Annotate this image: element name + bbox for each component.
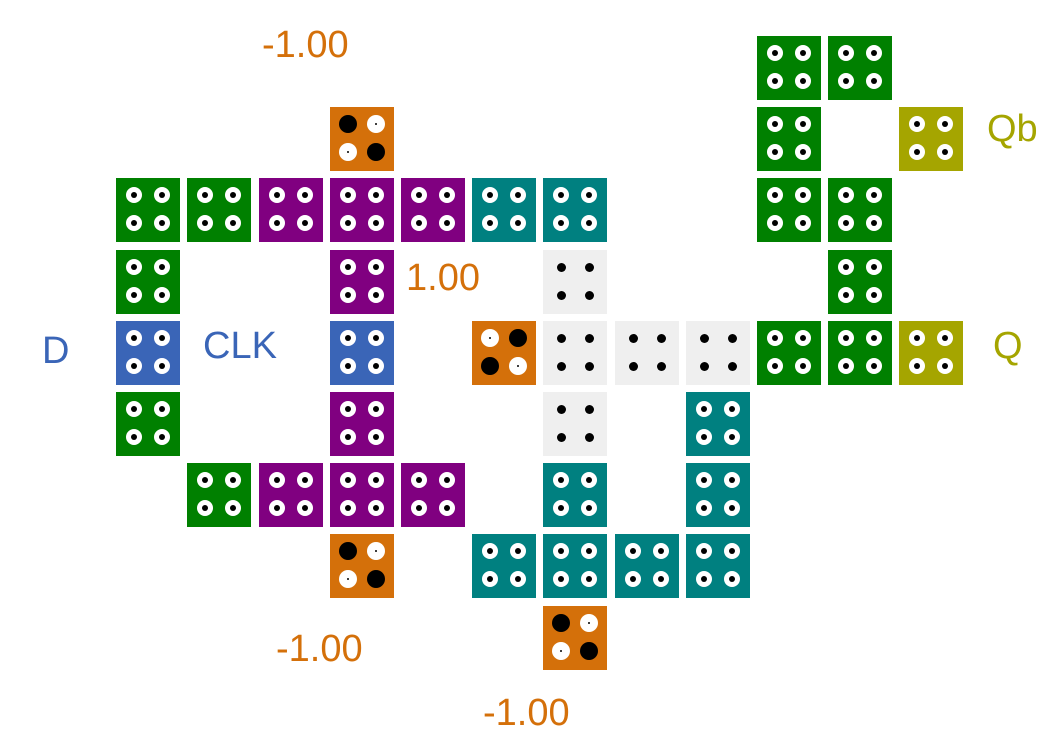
pin-dot <box>126 330 142 346</box>
pin-dot <box>197 215 213 231</box>
pin-dot <box>937 358 953 374</box>
tile-wire-teal <box>472 534 536 598</box>
pin-dot <box>767 215 783 231</box>
tile-wire-purple <box>259 463 323 527</box>
pin-dot <box>866 259 882 275</box>
pin-dot <box>696 472 712 488</box>
pin-dot <box>510 543 526 559</box>
pin-dot <box>197 187 213 203</box>
pin-dot <box>700 362 709 371</box>
pin-dot <box>795 73 811 89</box>
pin-dot <box>795 358 811 374</box>
tile-weight_neg-orange <box>330 534 394 598</box>
pin-dot <box>653 543 669 559</box>
pin-dot <box>368 401 384 417</box>
pin-dot <box>411 500 427 516</box>
tile-wire-olive <box>899 321 963 385</box>
weight-label-mid: 1.00 <box>406 257 480 299</box>
pin-dot <box>581 543 597 559</box>
pin-dot <box>909 144 925 160</box>
pin-dot <box>225 500 241 516</box>
pin-dot <box>557 405 566 414</box>
pin-dot <box>557 433 566 442</box>
pin-dot <box>767 116 783 132</box>
pin-dot <box>909 358 925 374</box>
pin-dot <box>653 571 669 587</box>
weight-label-bottom: -1.00 <box>483 692 570 734</box>
pin-dot <box>909 116 925 132</box>
pin-dot <box>297 215 313 231</box>
pin-dot <box>553 187 569 203</box>
pin-dot <box>581 571 597 587</box>
pin-dot <box>269 215 285 231</box>
pin-dot <box>553 571 569 587</box>
tile-wire-purple <box>401 463 465 527</box>
tile-weight_neg-orange <box>330 107 394 171</box>
tile-wire-purple <box>259 178 323 242</box>
pin-dot <box>126 187 142 203</box>
pin-dot <box>154 401 170 417</box>
pin-dot <box>482 571 498 587</box>
pin-dot <box>696 571 712 587</box>
tile-wire-purple <box>330 250 394 314</box>
pin-dot <box>767 73 783 89</box>
pin-dot <box>154 429 170 445</box>
tile-wire-purple <box>330 178 394 242</box>
tile-wire-purple <box>330 463 394 527</box>
pin-dot <box>368 429 384 445</box>
tile-wire-green <box>757 36 821 100</box>
pin-dot <box>368 472 384 488</box>
tile-wire-green <box>757 178 821 242</box>
tile-wire-green <box>828 178 892 242</box>
weight-label-top: -1.00 <box>262 24 349 66</box>
pin-dot <box>585 263 594 272</box>
pin-dot <box>126 259 142 275</box>
pin-dot <box>481 357 499 375</box>
tile-wire-teal <box>472 178 536 242</box>
tile-wire-green <box>187 178 251 242</box>
tile-wire-green <box>828 36 892 100</box>
pin-dot <box>585 405 594 414</box>
pin-dot <box>552 614 570 632</box>
tile-empty-empty <box>543 392 607 456</box>
pin-dot <box>795 187 811 203</box>
pin-dot <box>509 329 527 347</box>
pin-dot <box>439 187 455 203</box>
tile-empty-empty <box>686 321 750 385</box>
pin-dot <box>553 472 569 488</box>
pin-dot <box>340 259 356 275</box>
pin-dot <box>482 543 498 559</box>
pin-dot <box>581 500 597 516</box>
pin-dot <box>509 357 527 375</box>
pin-dot <box>700 334 709 343</box>
pin-dot <box>126 401 142 417</box>
pin-dot <box>340 429 356 445</box>
pin-dot <box>866 187 882 203</box>
pin-dot <box>340 500 356 516</box>
tile-weight_neg-orange <box>543 606 607 670</box>
input-label-clk: CLK <box>203 325 277 367</box>
tile-wire-green <box>116 392 180 456</box>
pin-dot <box>696 401 712 417</box>
pin-dot <box>580 614 598 632</box>
weight-label-bottom-left: -1.00 <box>276 628 363 670</box>
pin-dot <box>557 263 566 272</box>
tile-wire-teal <box>686 463 750 527</box>
pin-dot <box>225 215 241 231</box>
pin-dot <box>411 215 427 231</box>
pin-dot <box>585 334 594 343</box>
pin-dot <box>795 116 811 132</box>
tile-empty-empty <box>615 321 679 385</box>
pin-dot <box>553 543 569 559</box>
pin-dot <box>339 143 357 161</box>
pin-dot <box>269 472 285 488</box>
pin-dot <box>510 215 526 231</box>
pin-dot <box>585 362 594 371</box>
pin-dot <box>481 329 499 347</box>
pin-dot <box>838 358 854 374</box>
tile-wire-teal <box>543 463 607 527</box>
pin-dot <box>510 571 526 587</box>
pin-dot <box>581 187 597 203</box>
tile-wire-green <box>187 463 251 527</box>
pin-dot <box>838 45 854 61</box>
pin-dot <box>340 472 356 488</box>
pin-dot <box>368 215 384 231</box>
pin-dot <box>552 642 570 660</box>
pin-dot <box>937 330 953 346</box>
pin-dot <box>724 500 740 516</box>
pin-dot <box>340 330 356 346</box>
pin-dot <box>557 362 566 371</box>
pin-dot <box>581 215 597 231</box>
pin-dot <box>696 543 712 559</box>
pin-dot <box>510 187 526 203</box>
pin-dot <box>340 358 356 374</box>
pin-dot <box>126 429 142 445</box>
pin-dot <box>340 401 356 417</box>
pin-dot <box>225 472 241 488</box>
tile-wire-purple <box>401 178 465 242</box>
pin-dot <box>367 570 385 588</box>
pin-dot <box>297 472 313 488</box>
tile-wire-teal <box>686 392 750 456</box>
pin-dot <box>767 358 783 374</box>
pin-dot <box>368 330 384 346</box>
pin-dot <box>866 45 882 61</box>
tile-wire-green <box>757 107 821 171</box>
pin-dot <box>625 543 641 559</box>
tile-wire-olive <box>899 107 963 171</box>
pin-dot <box>557 291 566 300</box>
pin-dot <box>909 330 925 346</box>
pin-dot <box>585 291 594 300</box>
pin-dot <box>367 542 385 560</box>
pin-dot <box>580 642 598 660</box>
pin-dot <box>696 500 712 516</box>
input-label-d: D <box>42 330 70 372</box>
pin-dot <box>866 358 882 374</box>
tile-empty-empty <box>543 321 607 385</box>
pin-dot <box>482 215 498 231</box>
pin-dot <box>585 433 594 442</box>
pin-dot <box>411 472 427 488</box>
pin-dot <box>340 215 356 231</box>
pin-dot <box>439 215 455 231</box>
pin-dot <box>367 115 385 133</box>
pin-dot <box>767 144 783 160</box>
tile-wire-green <box>116 178 180 242</box>
pin-dot <box>838 330 854 346</box>
pin-dot <box>339 570 357 588</box>
pin-dot <box>482 187 498 203</box>
tile-weight_pos-orange <box>472 321 536 385</box>
pin-dot <box>724 401 740 417</box>
pin-dot <box>866 215 882 231</box>
pin-dot <box>696 429 712 445</box>
pin-dot <box>937 144 953 160</box>
pin-dot <box>553 215 569 231</box>
pin-dot <box>838 215 854 231</box>
pin-dot <box>154 215 170 231</box>
pin-dot <box>795 45 811 61</box>
pin-dot <box>197 500 213 516</box>
pin-dot <box>838 287 854 303</box>
pin-dot <box>297 187 313 203</box>
pin-dot <box>225 187 241 203</box>
pin-dot <box>657 362 666 371</box>
pin-dot <box>728 362 737 371</box>
pin-dot <box>269 187 285 203</box>
pin-dot <box>724 429 740 445</box>
pin-dot <box>795 144 811 160</box>
pin-dot <box>557 334 566 343</box>
pin-dot <box>795 215 811 231</box>
pin-dot <box>339 115 357 133</box>
pin-dot <box>367 143 385 161</box>
pin-dot <box>368 500 384 516</box>
pin-dot <box>629 362 638 371</box>
pin-dot <box>866 73 882 89</box>
pin-dot <box>439 500 455 516</box>
pin-dot <box>838 187 854 203</box>
output-label-q: Q <box>993 325 1023 367</box>
tile-wire-blue <box>116 321 180 385</box>
pin-dot <box>368 187 384 203</box>
tile-wire-green <box>757 321 821 385</box>
pin-dot <box>126 215 142 231</box>
pin-dot <box>197 472 213 488</box>
pin-dot <box>154 330 170 346</box>
pin-dot <box>553 500 569 516</box>
pin-dot <box>724 472 740 488</box>
pin-dot <box>657 334 666 343</box>
tile-wire-purple <box>330 392 394 456</box>
pin-dot <box>724 571 740 587</box>
pin-dot <box>937 116 953 132</box>
pin-dot <box>767 187 783 203</box>
pin-dot <box>368 358 384 374</box>
pin-dot <box>439 472 455 488</box>
pin-dot <box>126 287 142 303</box>
pin-dot <box>154 187 170 203</box>
pin-dot <box>866 330 882 346</box>
pin-dot <box>297 500 313 516</box>
pin-dot <box>581 472 597 488</box>
pin-dot <box>339 542 357 560</box>
pin-dot <box>368 259 384 275</box>
pin-dot <box>724 543 740 559</box>
tile-wire-teal <box>543 178 607 242</box>
pin-dot <box>625 571 641 587</box>
tile-wire-teal <box>615 534 679 598</box>
tile-wire-teal <box>686 534 750 598</box>
pin-dot <box>629 334 638 343</box>
output-label-qb: Qb <box>987 108 1038 150</box>
pin-dot <box>154 259 170 275</box>
pin-dot <box>411 187 427 203</box>
pin-dot <box>269 500 285 516</box>
pin-dot <box>728 334 737 343</box>
pin-dot <box>767 330 783 346</box>
pin-dot <box>340 187 356 203</box>
tile-wire-blue <box>330 321 394 385</box>
pin-dot <box>154 358 170 374</box>
tile-empty-empty <box>543 250 607 314</box>
tile-wire-green <box>116 250 180 314</box>
tile-wire-teal <box>543 534 607 598</box>
pin-dot <box>838 73 854 89</box>
pin-dot <box>795 330 811 346</box>
pin-dot <box>866 287 882 303</box>
pin-dot <box>154 287 170 303</box>
pin-dot <box>767 45 783 61</box>
pin-dot <box>126 358 142 374</box>
pin-dot <box>340 287 356 303</box>
pin-dot <box>368 287 384 303</box>
tile-wire-green <box>828 321 892 385</box>
pin-dot <box>838 259 854 275</box>
tile-wire-green <box>828 250 892 314</box>
